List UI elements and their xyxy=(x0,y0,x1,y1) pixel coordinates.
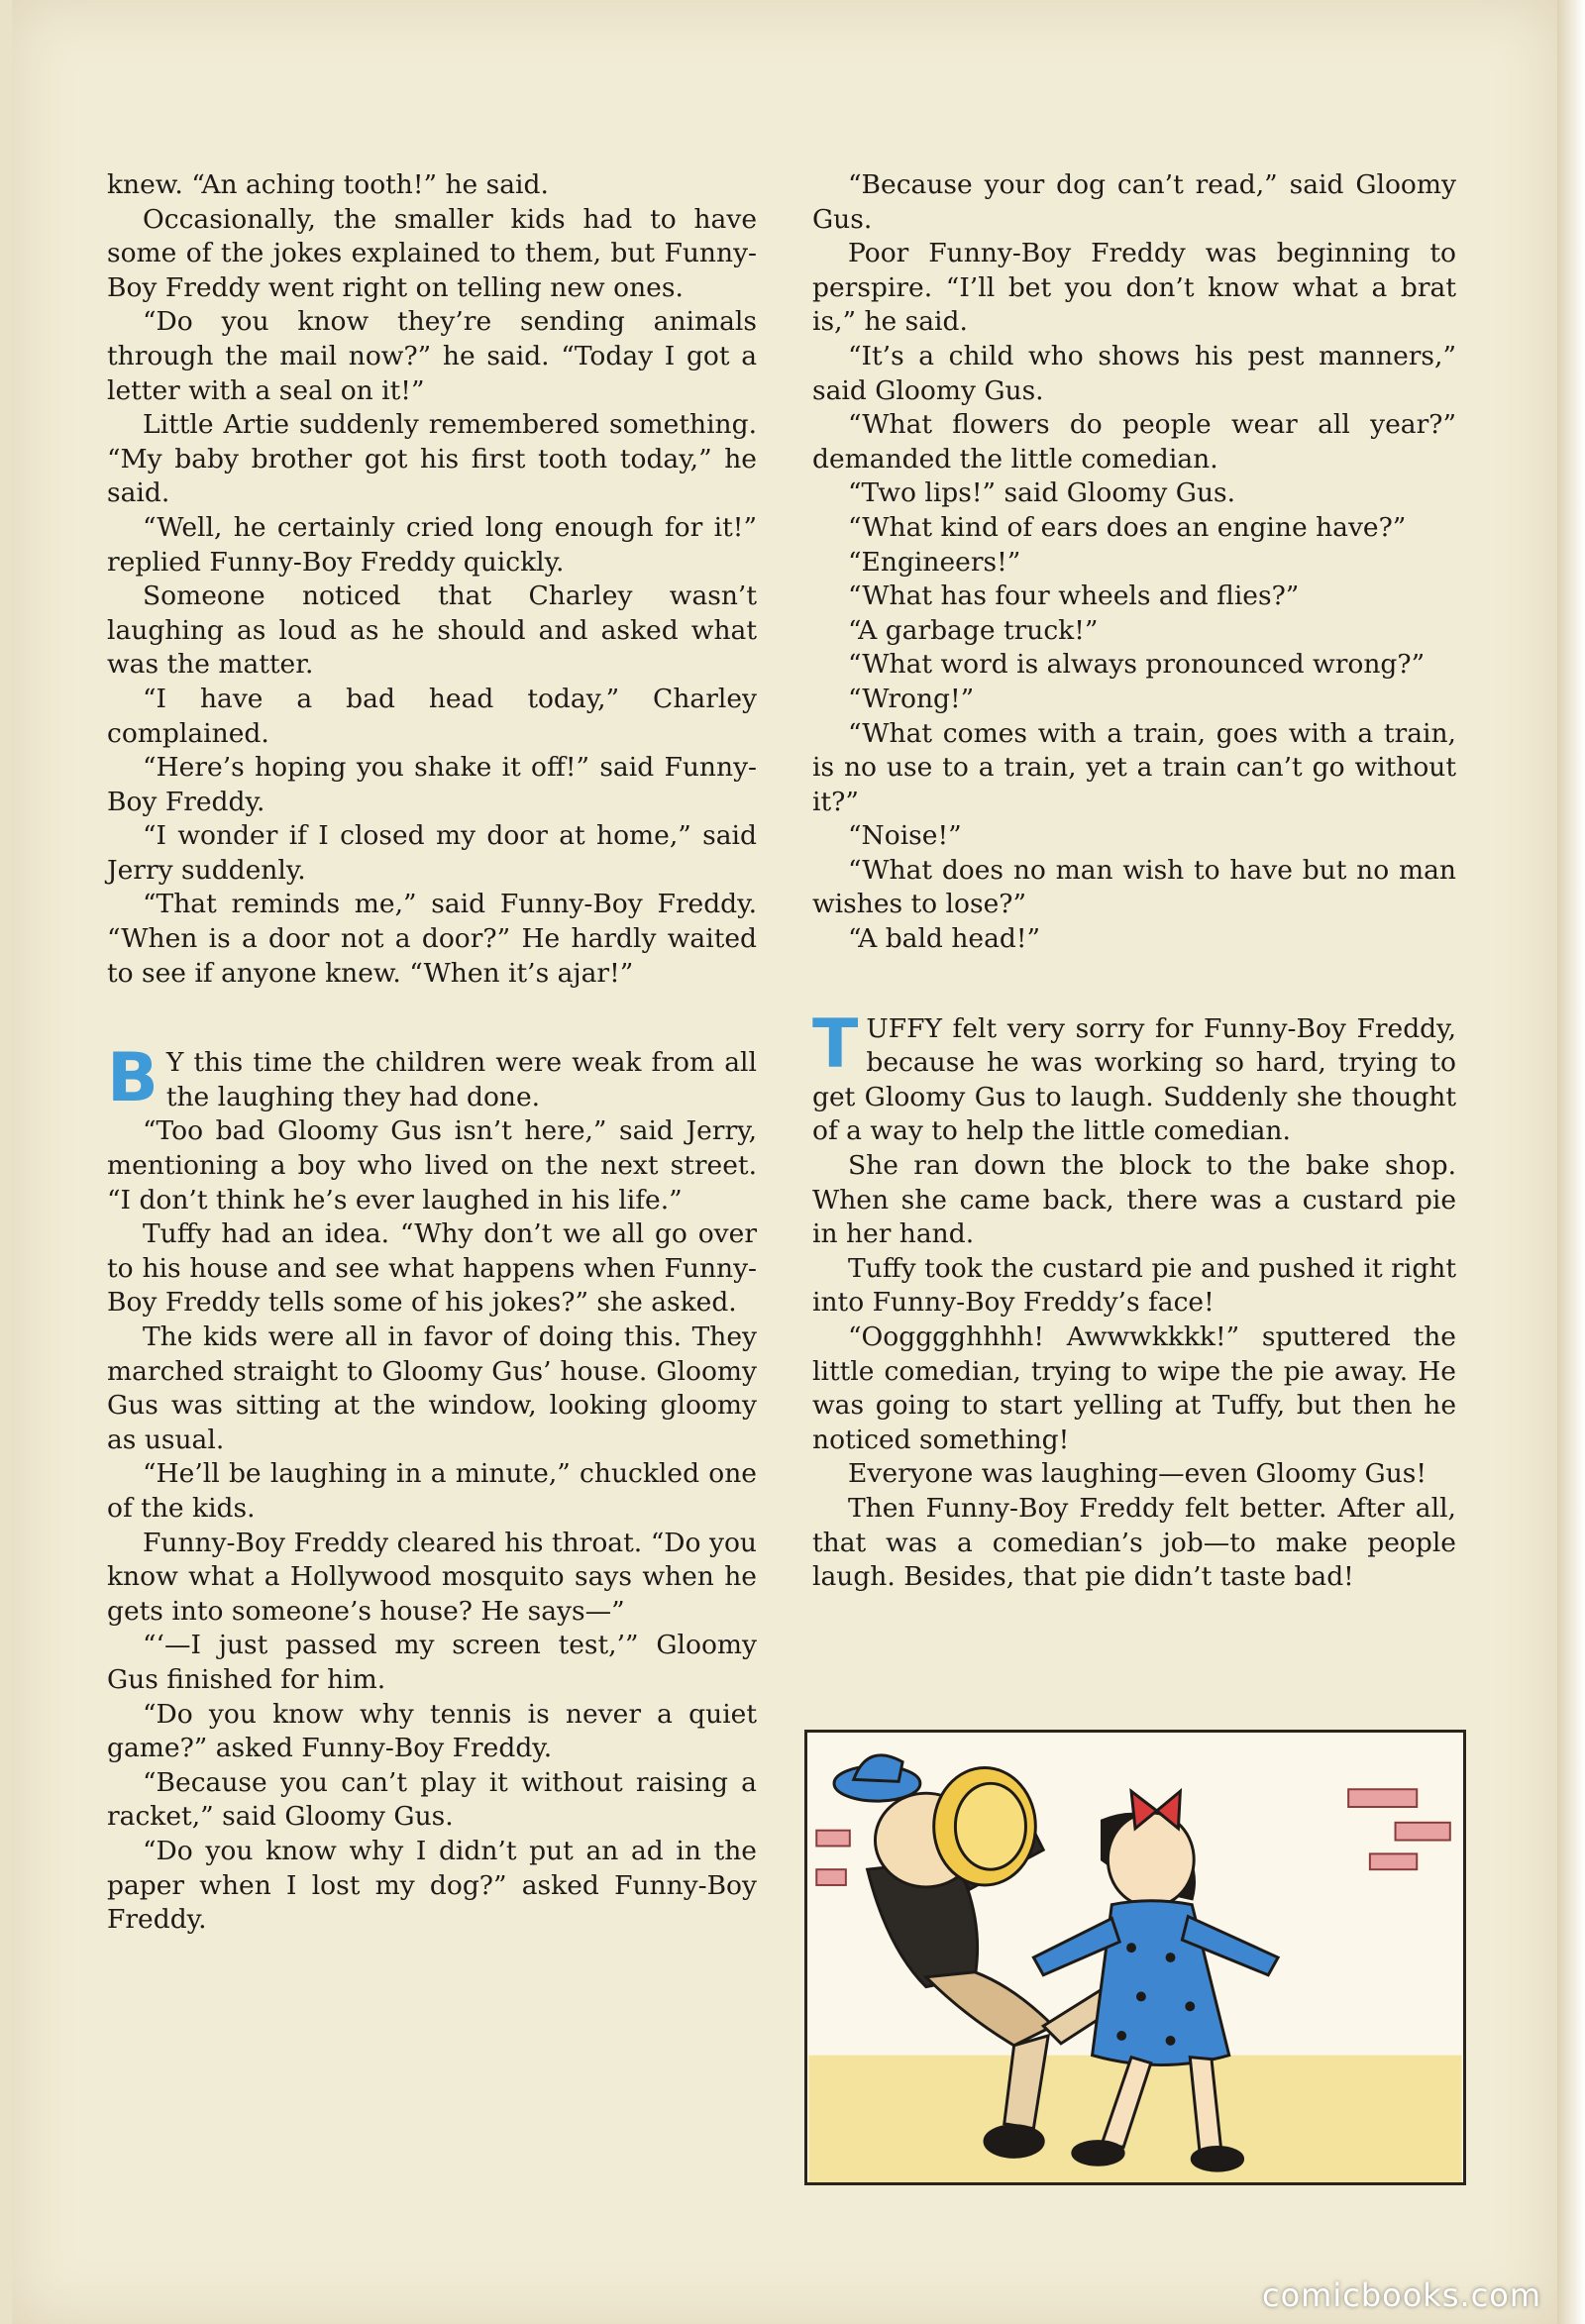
paragraph: “What kind of ears does an engine have?” xyxy=(848,511,1407,543)
paragraph: “That reminds me,” said Funny-Boy Freddy. “When is a door not a door?” He hardly waited to see if anyone knew. “When it’s ajar!” xyxy=(107,889,757,989)
left-column xyxy=(107,168,757,1938)
paragraph: “It’s a child who shows his pest manners,” said Gloomy Gus. xyxy=(812,340,1456,406)
paragraph: Funny-Boy Freddy cleared his throat. “Do you know what a Hollywood mosquito says when he gets into someone’s house? He says—” xyxy=(107,1527,757,1627)
paragraph: “Because your dog can’t read,” said Gloomy Gus. xyxy=(812,169,1456,235)
paragraph: “‘—I just passed my screen test,’” Gloomy Gus finished for him. xyxy=(107,1630,757,1695)
paragraph: She ran down the block to the bake shop. When she came back, there was a custard pie in her hand. xyxy=(812,1150,1456,1250)
paragraph: Everyone was laughing—even Gloomy Gus! xyxy=(848,1458,1427,1490)
paragraph: “What comes with a train, goes with a train, is no use to a train, yet a train can’t go without it?” xyxy=(812,717,1456,817)
paragraph: “Too bad Gloomy Gus isn’t here,” said Jerry, mentioning a boy who lived on the next street. “I don’t think he’s ever laughed in his life.” xyxy=(107,1115,757,1215)
paragraph: “I wonder if I closed my door at home,” said Jerry suddenly. xyxy=(107,820,757,886)
paragraph: “Do you know they’re sending animals through the mail now?” he said. “Today I got a letter with a seal on it!” xyxy=(107,306,757,406)
paragraph: “What word is always pronounced wrong?” xyxy=(848,649,1426,681)
paragraph: “Because you can’t play it without raising a racket,” said Gloomy Gus. xyxy=(107,1766,757,1833)
paragraph: Tuffy took the custard pie and pushed it right into Funny-Boy Freddy’s face! xyxy=(812,1252,1456,1319)
paragraph: Little Artie suddenly remembered something. “My baby brother got his first tooth today,” he said. xyxy=(107,409,757,509)
paragraph: “Do you know why I didn’t put an ad in the paper when I lost my dog?” asked Funny-Boy Freddy. xyxy=(107,1835,757,1936)
paragraph: “What has four wheels and flies?” xyxy=(848,581,1300,612)
paragraph: “A garbage truck!” xyxy=(848,614,1099,646)
paragraph: Tuffy had an idea. “Why don’t we all go over to his house and see what happens when Funny-Boy Freddy tells some of his jokes?” she asked. xyxy=(107,1218,757,1319)
paragraph: “Engineers!” xyxy=(848,546,1021,578)
right-column xyxy=(812,168,1456,1595)
section-opening-text: UFFY felt very sorry for Funny-Boy Freddy, because he was working so hard, trying to get Gloomy Gus to laugh. Suddenly she thought of a way to help the little comedian. xyxy=(812,1012,1456,1147)
section-opening-paragraph xyxy=(107,1039,757,1118)
paragraph: Someone noticed that Charley wasn’t laughing as loud as he should and asked what was the matter. xyxy=(107,581,757,681)
paragraph: “Two lips!” said Gloomy Gus. xyxy=(848,477,1236,509)
paragraph: “I have a bad head today,” Charley complained. xyxy=(107,683,757,749)
paragraph: knew. “An aching tooth!” he said. xyxy=(107,169,549,200)
paragraph: Occasionally, the smaller kids had to have some of the jokes explained to them, but Funny-Boy Freddy went right on telling new ones. xyxy=(107,203,757,303)
paragraph: “Noise!” xyxy=(848,820,962,852)
paragraph: “Well, he certainly cried long enough for it!” replied Funny-Boy Freddy quickly. xyxy=(107,511,757,578)
paragraph: “Do you know why tennis is never a quiet game?” asked Funny-Boy Freddy. xyxy=(107,1698,757,1764)
section-opening-text: Y this time the children were weak from all the laughing they had done. xyxy=(165,1047,757,1112)
paragraph: “Wrong!” xyxy=(848,683,975,714)
paragraph: “Here’s hoping you shake it off!” said Funny-Boy Freddy. xyxy=(107,752,757,817)
section-opening-paragraph xyxy=(812,1004,1456,1149)
custard-pie xyxy=(934,1768,1036,1885)
paragraph: Then Funny-Boy Freddy felt better. After all, that was a comedian’s job—to make people laugh. Besides, that pie didn’t taste bad! xyxy=(812,1492,1456,1593)
paragraph: “He’ll be laughing in a minute,” chuckled one of the kids. xyxy=(107,1458,757,1524)
paragraph: “What flowers do people wear all year?” demanded the little comedian. xyxy=(812,409,1456,475)
pie-in-face-drawing xyxy=(807,1733,1463,2182)
paragraph: “Oogggghhhh! Awwwkkkk!” sputtered the little comedian, trying to wipe the pie away. He was going to start yelling at Tuffy, but then he noticed something! xyxy=(812,1321,1456,1455)
paragraph: The kids were all in favor of doing this. They marched straight to Gloomy Gus’ house. Gloomy Gus was sitting at the window, looking gloomy as usual. xyxy=(107,1321,757,1455)
paragraph: “A bald head!” xyxy=(848,923,1041,955)
drop-cap: B xyxy=(107,1039,158,1118)
drop-cap: T xyxy=(812,1004,859,1084)
paragraph: “What does no man wish to have but no man wishes to lose?” xyxy=(812,854,1456,920)
page-edge xyxy=(1557,0,1585,2324)
comic-illustration xyxy=(804,1730,1466,2185)
paragraph: Poor Funny-Boy Freddy was beginning to perspire. “I’ll bet you don’t know what a brat is,” he said. xyxy=(812,238,1456,338)
watermark: comicbooks.com xyxy=(1261,2276,1541,2314)
